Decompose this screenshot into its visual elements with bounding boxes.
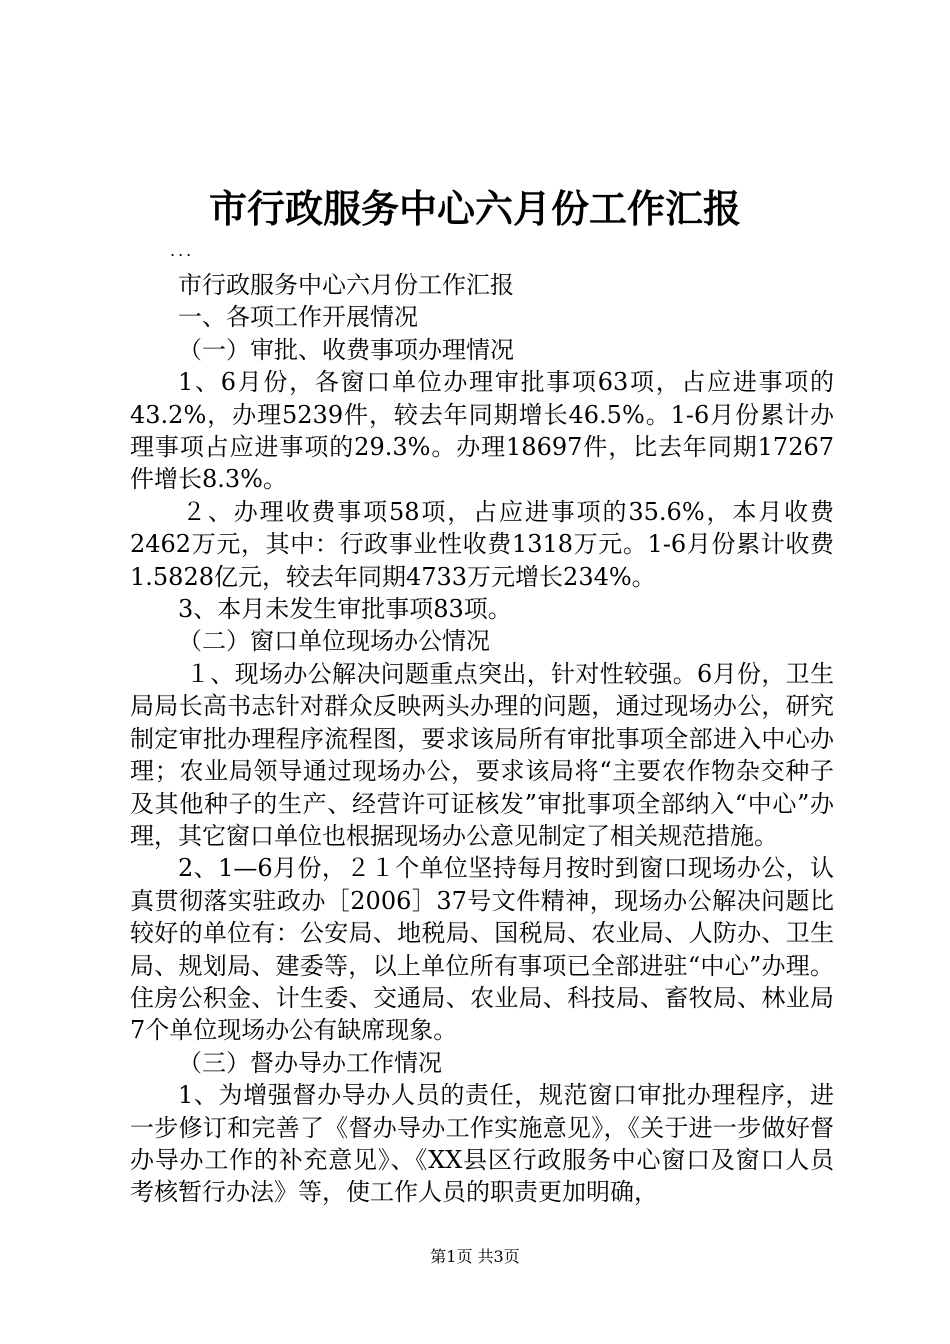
paragraph-approval-stats: 1、6月份，各窗口单位办理审批事项63项，占应进事项的43.2%，办理5239件，较去年同期增长46.5%。1-6月份累计办理事项占应进事项的29.3%。办理18697件，比去年同期17267件增长8.3%。 [130,368,834,494]
paragraph-unprocessed-items: 3、本月未发生审批事项83项。 [178,595,512,624]
document-title: 市行政服务中心六月份工作汇报 [208,186,741,231]
paragraph-subtitle: 市行政服务中心六月份工作汇报 [178,271,514,299]
paragraph-onsite-office-1: １、现场办公解决问题重点突出，针对性较强。6月份，卫生局局长高书志针对群众反映两头办理的问题，通过现场办公，研究制定审批办理程序流程图，要求该局所有审批事项全部进入中心办理；农业局领导通过现场办公，要求该局将“主要农作物杂交种子及其他种子的生产、经营许可证核发”审批事项全部纳入“中心”办理，其它窗口单位也根据现场办公意见制定了相关规范措施。 [130,659,834,850]
subsection-heading-1: （一）审批、收费事项办理情况 [178,335,514,364]
paragraph-fee-stats: ２、办理收费事项58项，占应进事项的35.6%，本月收费2462万元，其中：行政事业性收费1318万元。1-6月份累计收费1.5828亿元，较去年同期4733万元增长234%。 [130,497,834,591]
document-body [130,241,834,1209]
section-heading-1: 一、各项工作开展情况 [178,303,418,332]
subsection-heading-3: （三）督办导办工作情况 [178,1048,442,1077]
subsection-heading-2: （二）窗口单位现场办公情况 [178,627,490,656]
page-footer: 第1页 共3页 [430,1247,520,1266]
paragraph-onsite-office-2: 2、1—6月份，２１个单位坚持每月按时到窗口现场办公，认真贯彻落实驻政办［2006］37号文件精神，现场办公解决问题比较好的单位有：公安局、地税局、国税局、农业局、人防办、卫生局、规划局、建委等，以上单位所有事项已全部进驻“中心”办理。住房公积金、计生委、交通局、农业局、科技局、畜牧局、林业局7个单位现场办公有缺席现象。 [130,854,834,1045]
paragraph-supervision: 1、为增强督办导办人员的责任，规范窗口审批办理程序，进一步修订和完善了《督办导办工作实施意见》，《关于进一步做好督办导办工作的补充意见》、《XX县区行政服务中心窗口及窗口人员考核暂行办法》等，使工作人员的职责更加明确， [130,1081,834,1207]
ellipsis-marker: ... [170,241,195,260]
